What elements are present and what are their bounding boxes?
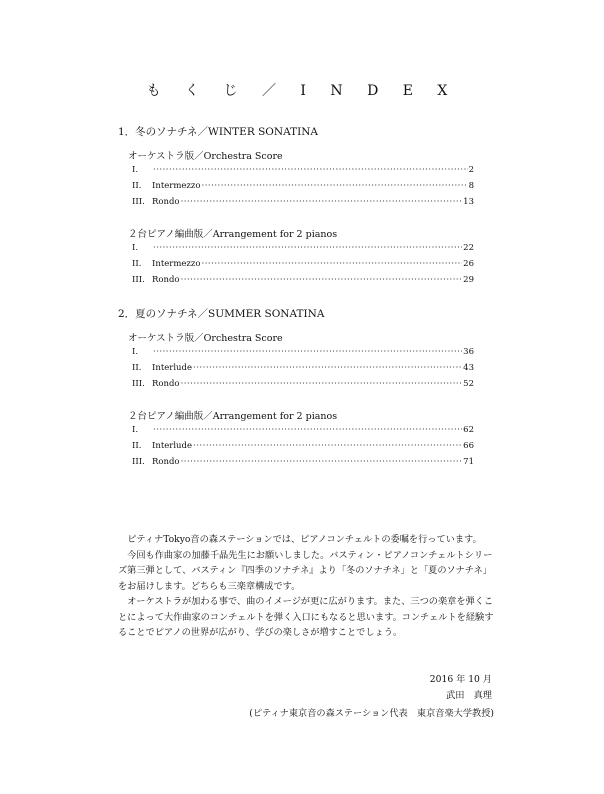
leader-dots xyxy=(193,440,462,452)
movement-number: III. xyxy=(132,197,145,207)
preface-date: 2016 年 10 月 xyxy=(429,674,492,685)
movement-name: Intermezzo xyxy=(152,181,201,191)
movement-name: Rondo xyxy=(152,457,180,467)
preface-paragraph: 今回も作曲家の加藤千晶先生にお願いしました。バスティン・ピアノコンチェルトシリーズ第三弾として、バスティン『四季のソナチネ』より「冬のソナチネ」と「夏のソナチネ」をお届けします。どちらも三楽章構成です。 xyxy=(118,549,493,592)
leader-dots xyxy=(153,424,462,436)
leader-dots xyxy=(153,346,462,358)
page-number: 66 xyxy=(463,441,474,451)
movement-name: Interlude xyxy=(152,363,193,373)
movement-number: I. xyxy=(132,165,139,175)
toc-entry[interactable] xyxy=(132,456,474,468)
page-number: 71 xyxy=(463,457,474,467)
toc-entry[interactable] xyxy=(132,164,474,176)
toc-entry[interactable] xyxy=(132,180,474,192)
movement-number: II. xyxy=(132,363,142,373)
movement-name: Rondo xyxy=(152,275,180,285)
preface-text xyxy=(118,532,494,641)
toc-entry[interactable] xyxy=(132,274,474,286)
section-heading-winter: 1．冬のソナチネ／WINTER SONATINA xyxy=(118,126,319,138)
leader-dots xyxy=(153,164,468,176)
group-label-orchestra-summer: オーケストラ版／Orchestra Score xyxy=(128,333,283,344)
movement-name: Rondo xyxy=(152,197,180,207)
preface-paragraph: ピティナTokyo音の森ステーションでは、ピアノコンチェルトの委嘱を行っています。 xyxy=(127,534,482,545)
leader-dots xyxy=(181,196,463,208)
toc-entry[interactable] xyxy=(132,242,474,254)
movement-number: I. xyxy=(132,347,139,357)
leader-dots xyxy=(202,258,463,270)
page-number: 26 xyxy=(463,259,474,269)
page-number: 43 xyxy=(463,363,474,373)
page-number: 13 xyxy=(463,197,474,207)
group-label-2pianos-winter: ２台ピアノ編曲版／Arrangement for 2 pianos xyxy=(128,229,338,240)
toc-entry[interactable] xyxy=(132,378,474,390)
movement-number: III. xyxy=(132,457,145,467)
movement-number: III. xyxy=(132,275,145,285)
movement-number: III. xyxy=(132,379,145,389)
page-number: 29 xyxy=(463,275,474,285)
movement-number: II. xyxy=(132,441,142,451)
movement-number: II. xyxy=(132,259,142,269)
movement-name: Rondo xyxy=(152,379,180,389)
movement-name: Intermezzo xyxy=(152,259,201,269)
leader-dots xyxy=(181,456,463,468)
movement-name: Interlude xyxy=(152,441,193,451)
page-number: 22 xyxy=(463,243,474,253)
page-number: 2 xyxy=(468,165,474,175)
toc-entry[interactable] xyxy=(132,362,474,374)
group-label-orchestra-winter: オーケストラ版／Orchestra Score xyxy=(128,151,283,162)
toc-entry[interactable] xyxy=(132,196,474,208)
leader-dots xyxy=(193,362,462,374)
leader-dots xyxy=(153,242,462,254)
section-heading-summer: 2．夏のソナチネ／SUMMER SONATINA xyxy=(118,308,325,320)
toc-entry[interactable] xyxy=(132,346,474,358)
toc-entry[interactable] xyxy=(132,424,474,436)
page-number: 52 xyxy=(463,379,474,389)
page-number: 62 xyxy=(463,425,474,435)
page-number: 36 xyxy=(463,347,474,357)
page-number: 8 xyxy=(468,181,474,191)
movement-number: I. xyxy=(132,425,139,435)
page-title: も く じ ／ I N D E X xyxy=(146,83,458,99)
leader-dots xyxy=(181,274,463,286)
toc-entry[interactable] xyxy=(132,258,474,270)
movement-number: II. xyxy=(132,181,142,191)
group-label-2pianos-summer: ２台ピアノ編曲版／Arrangement for 2 pianos xyxy=(128,411,338,422)
toc-entry[interactable] xyxy=(132,440,474,452)
preface-paragraph: オーケストラが加わる事で、曲のイメージが更に広がります。また、三つの楽章を弾くことによって大作曲家のコンチェルトを弾く入口にもなると思います。コンチェルトを経験することでピアノの世界が広がり、学びの楽しさが増すことでしょう。 xyxy=(118,596,494,638)
movement-number: I. xyxy=(132,243,139,253)
leader-dots xyxy=(181,378,463,390)
leader-dots xyxy=(202,180,468,192)
preface-affiliation: (ピティナ東京音の森ステーション代表 東京音楽大学教授) xyxy=(249,708,494,719)
preface-author: 武田 真理 xyxy=(446,690,492,701)
